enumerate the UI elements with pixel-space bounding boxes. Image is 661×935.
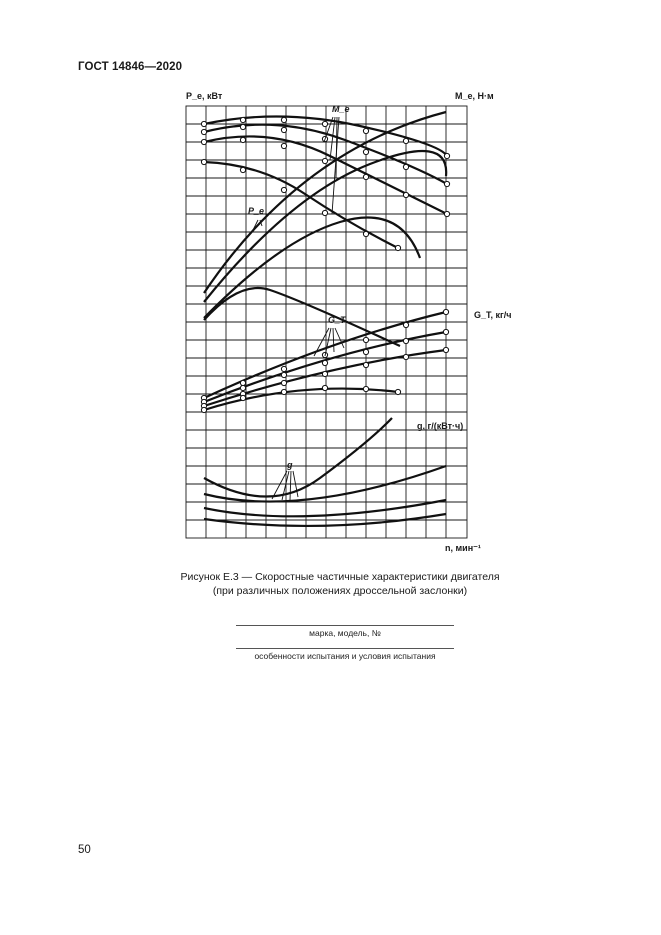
form-line-2	[236, 648, 454, 649]
axis-label-power: P_e, кВт	[186, 91, 223, 101]
form-field1-label: марка, модель, №	[309, 628, 381, 638]
figure-caption-line1: Рисунок Е.3 — Скоростные частичные характеристики двигателя	[180, 571, 500, 583]
axis-label-specific: g, г/(кВт·ч)	[417, 421, 464, 431]
curve-label-power: P_e	[248, 206, 265, 216]
axis-label-speed: n, мин⁻¹	[445, 543, 481, 553]
axis-label-torque: M_e, Н·м	[455, 91, 494, 101]
axis-label-fuel: G_T, кг/ч	[474, 310, 512, 320]
specific-curve-3	[204, 500, 446, 516]
torque-curve-3	[204, 136, 447, 214]
curve-label-specific: g	[287, 460, 293, 470]
curve-label-fuel: G_T	[328, 315, 346, 325]
specific-consumption-curves	[204, 418, 446, 526]
form-field2-label: особенности испытания и условия испытания	[254, 651, 436, 661]
power-curves	[204, 112, 446, 346]
curve-label-torque: M_e	[332, 104, 350, 114]
form-line-1	[236, 625, 454, 626]
document-header: ГОСТ 14846—2020	[78, 61, 183, 73]
fuel-points	[201, 309, 448, 412]
page-number: 50	[78, 844, 91, 856]
figure-caption-line2: (при различных положениях дроссельной заслонки)	[212, 585, 468, 597]
fuel-curve-2	[204, 332, 446, 402]
power-curve-4	[204, 288, 400, 346]
